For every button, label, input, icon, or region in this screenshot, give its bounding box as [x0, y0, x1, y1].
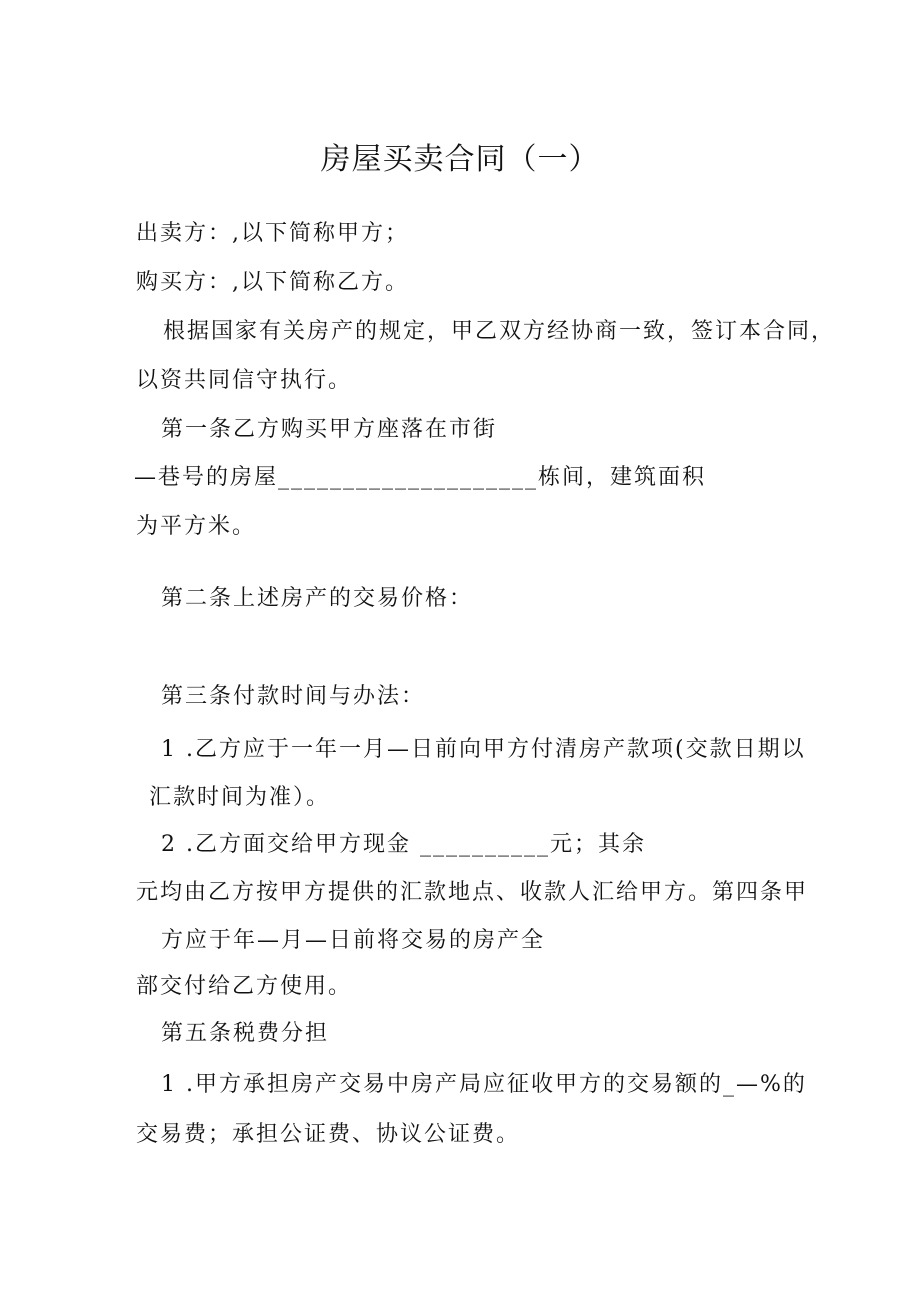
article1-line-1: 第一条乙方购买甲方座落在市街 — [161, 417, 498, 442]
preamble-line-2: 以资共同信守执行。 — [136, 368, 353, 393]
seller-line: 出卖方：,以下简称甲方； — [136, 221, 409, 246]
article2-heading: 第二条上述房产的交易价格： — [161, 586, 474, 611]
article3-item1-line-1: 1 .乙方应于一年一月—日前向甲方付清房产款项(交款日期以 — [161, 737, 806, 762]
article1-line-3: 为平方米。 — [136, 514, 257, 539]
document-title: 房屋买卖合同（一） — [320, 142, 600, 177]
article3-item1-line-2: 汇款时间为准）。 — [149, 785, 331, 810]
preamble-line-1: 根据国家有关房产的规定，甲乙双方经协商一致，签订本合同， — [163, 319, 836, 344]
article3-item2-line-1: 2 .乙方面交给甲方现金 __________元；其余 — [161, 832, 646, 857]
buyer-line: 购买方：,以下简称乙方。 — [136, 270, 409, 295]
article4-line-2: 部交付给乙方使用。 — [136, 974, 353, 999]
article3-heading: 第三条付款时间与办法： — [161, 684, 426, 709]
article5-item1-line-1: 1 .甲方承担房产交易中房产局应征收甲方的交易额的_—%的 — [161, 1072, 807, 1097]
article3-item2-line-2: 元均由乙方按甲方提供的汇款地点、收款人汇给甲方。第四条甲 — [136, 880, 809, 905]
article5-heading: 第五条税费分担 — [161, 1021, 330, 1046]
article1-line-2: —巷号的房屋____________________栋间，建筑面积 — [134, 465, 707, 490]
article5-item1-line-2: 交易费；承担公证费、协议公证费。 — [136, 1122, 521, 1147]
article4-line-1: 方应于年—月—日前将交易的房产全 — [161, 928, 546, 953]
